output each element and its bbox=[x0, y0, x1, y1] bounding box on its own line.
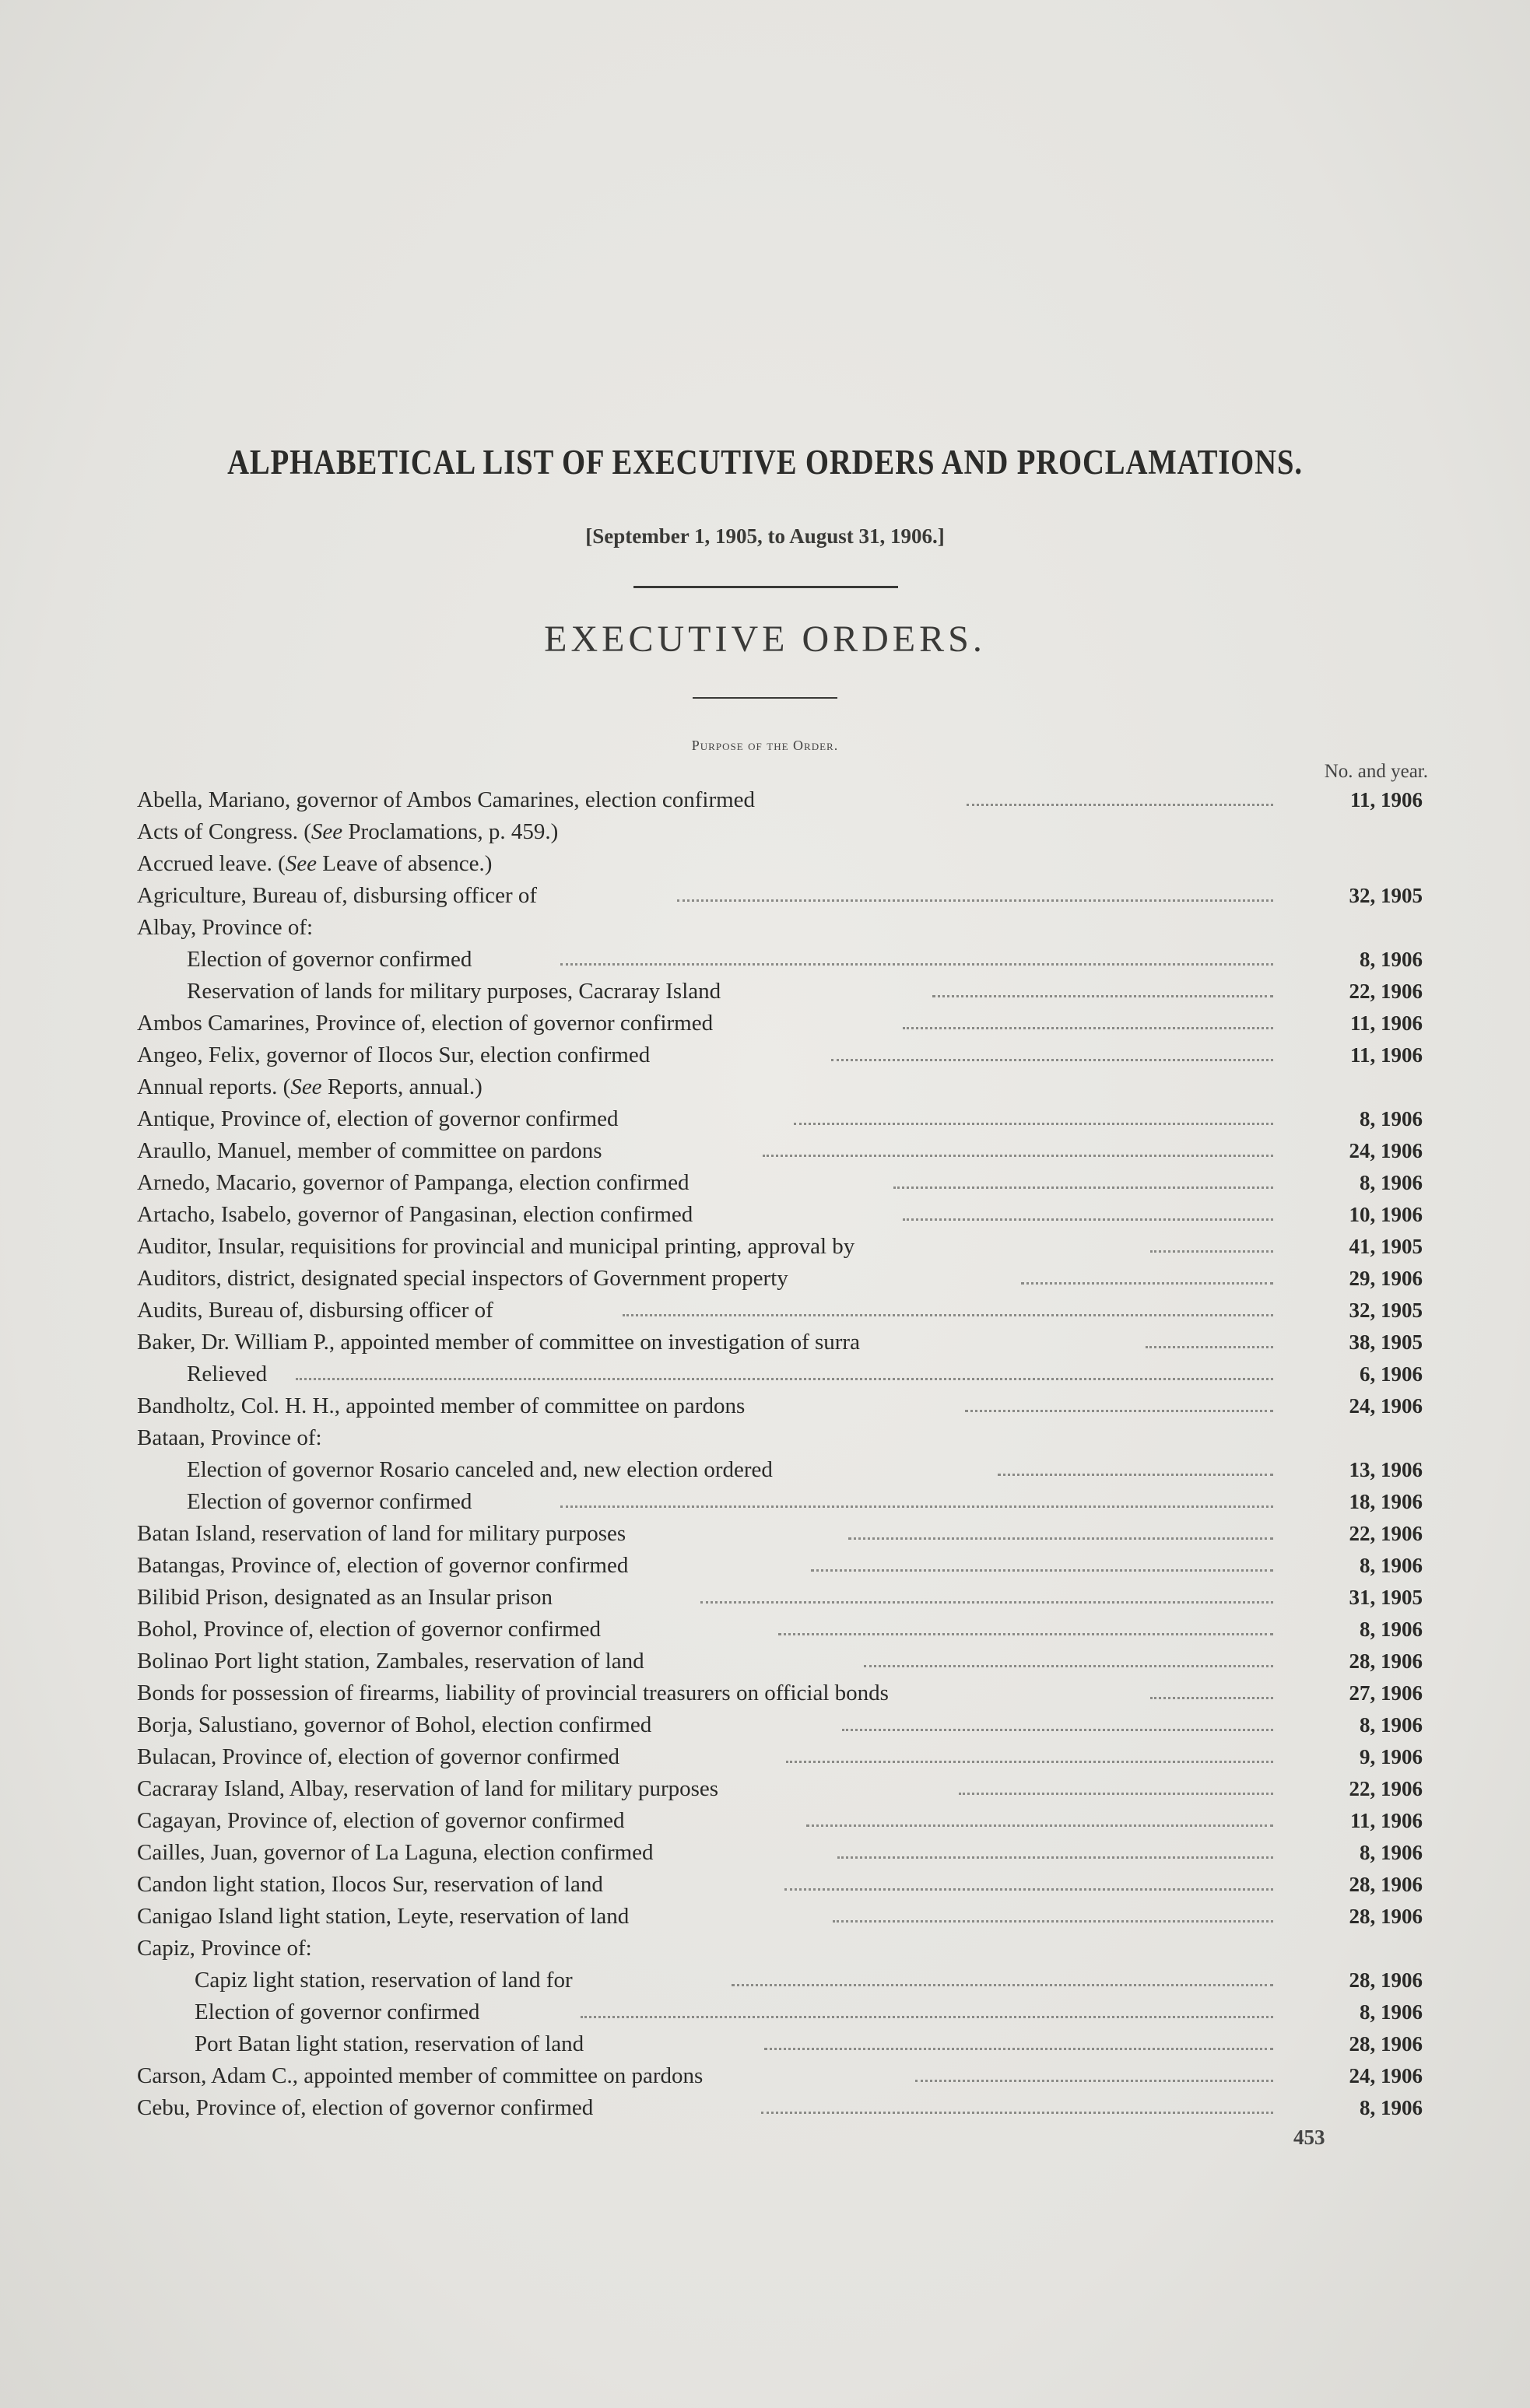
list-item bbox=[0, 1390, 1530, 1421]
entry-text: Port Batan light station, reservation of land bbox=[195, 2031, 584, 2056]
entry-text: Election of governor confirmed bbox=[187, 947, 472, 972]
entry-number: 8, 1906 bbox=[1360, 1171, 1423, 1194]
list-item bbox=[0, 1263, 1530, 1294]
leader-dots bbox=[560, 963, 1273, 966]
entry-text: Albay, Province of: bbox=[137, 915, 314, 940]
entry-number: 28, 1906 bbox=[1349, 1905, 1423, 1928]
entry-number: 32, 1905 bbox=[1349, 1299, 1423, 1322]
entry-number: 8, 1906 bbox=[1360, 2000, 1423, 2024]
entry-text: Canigao Island light station, Leyte, reservation of land bbox=[137, 1904, 630, 1929]
entry-text: Antique, Province of, election of governor confirmed bbox=[137, 1106, 619, 1131]
list-item bbox=[0, 944, 1530, 975]
entry-text: Annual reports. (See Reports, annual.) bbox=[137, 1074, 483, 1099]
entry-number: 31, 1905 bbox=[1349, 1586, 1423, 1609]
entry-text: Artacho, Isabelo, governor of Pangasinan, election confirmed bbox=[137, 1202, 693, 1227]
divider-rule bbox=[633, 586, 898, 588]
entry-number: 38, 1905 bbox=[1349, 1330, 1423, 1354]
leader-dots bbox=[1146, 1346, 1273, 1348]
entry-number: 24, 1906 bbox=[1349, 2064, 1423, 2087]
list-item bbox=[0, 1709, 1530, 1740]
leader-dots bbox=[1150, 1250, 1273, 1253]
entry-text: Ambos Camarines, Province of, election of governor confirmed bbox=[137, 1011, 714, 1036]
entry-number: 28, 1906 bbox=[1349, 1649, 1423, 1673]
list-item bbox=[0, 1199, 1530, 1230]
entry-number: 22, 1906 bbox=[1349, 1522, 1423, 1545]
list-item bbox=[0, 816, 1530, 847]
leader-dots bbox=[864, 1665, 1273, 1667]
page-title: ALPHABETICAL LIST OF EXECUTIVE ORDERS AND PROCLAMATIONS. bbox=[227, 443, 1303, 482]
leader-dots bbox=[778, 1633, 1273, 1635]
entry-text: Capiz, Province of: bbox=[137, 1936, 312, 1961]
entry-text: Abella, Mariano, governor of Ambos Camarines, election confirmed bbox=[137, 787, 756, 812]
entry-text: Acts of Congress. (See Proclamations, p. 459.) bbox=[137, 819, 559, 844]
list-item bbox=[0, 880, 1530, 911]
list-item bbox=[0, 848, 1530, 879]
list-item bbox=[0, 1582, 1530, 1613]
entry-number: 29, 1906 bbox=[1349, 1267, 1423, 1290]
entry-number: 11, 1906 bbox=[1349, 1011, 1423, 1035]
entry-number: 13, 1906 bbox=[1349, 1458, 1423, 1481]
entry-number: 10, 1906 bbox=[1349, 1203, 1423, 1226]
entry-number: 8, 1906 bbox=[1360, 1841, 1423, 1864]
list-item bbox=[0, 2092, 1530, 2123]
leader-dots bbox=[903, 1218, 1273, 1221]
leader-dots bbox=[915, 2080, 1273, 2082]
entry-text: Batan Island, reservation of land for military purposes bbox=[137, 1521, 626, 1546]
number-year-column-header: No. and year. bbox=[1324, 761, 1428, 782]
page-number: 453 bbox=[1293, 2126, 1325, 2149]
list-item bbox=[0, 1646, 1530, 1677]
entry-text: Bolinao Port light station, Zambales, reservation of land bbox=[137, 1649, 644, 1674]
leader-dots bbox=[811, 1569, 1273, 1572]
leader-dots bbox=[848, 1537, 1273, 1540]
entry-text: Borja, Salustiano, governor of Bohol, election confirmed bbox=[137, 1712, 652, 1737]
leader-dots bbox=[1021, 1282, 1273, 1285]
entry-text: Cacraray Island, Albay, reservation of land for military purposes bbox=[137, 1776, 719, 1801]
entry-number: 8, 1906 bbox=[1360, 1554, 1423, 1577]
entry-number: 8, 1906 bbox=[1360, 1107, 1423, 1130]
entry-text: Bohol, Province of, election of governor confirmed bbox=[137, 1617, 601, 1642]
leader-dots bbox=[1150, 1697, 1273, 1699]
entry-text: Election of governor confirmed bbox=[195, 2000, 480, 2024]
list-item bbox=[0, 1677, 1530, 1709]
entry-text: Audits, Bureau of, disbursing officer of bbox=[137, 1298, 493, 1323]
entry-text: Auditors, district, designated special inspectors of Government property bbox=[137, 1266, 788, 1291]
entry-text: Election of governor Rosario canceled and, new election ordered bbox=[187, 1457, 773, 1482]
list-item bbox=[0, 1167, 1530, 1198]
list-item bbox=[0, 1901, 1530, 1932]
leader-dots bbox=[903, 1027, 1273, 1029]
leader-dots bbox=[677, 899, 1273, 902]
entry-number: 6, 1906 bbox=[1360, 1362, 1423, 1386]
see-reference-word: See bbox=[290, 1074, 322, 1099]
list-item bbox=[0, 1135, 1530, 1166]
entry-number: 8, 1906 bbox=[1360, 2096, 1423, 2119]
entry-text: Araullo, Manuel, member of committee on pardons bbox=[137, 1138, 602, 1163]
list-item bbox=[0, 1071, 1530, 1102]
entry-text: Baker, Dr. William P., appointed member of committee on investigation of surra bbox=[137, 1330, 860, 1355]
entry-text: Bataan, Province of: bbox=[137, 1425, 322, 1450]
entry-text: Auditor, Insular, requisitions for provincial and municipal printing, approval by bbox=[137, 1234, 855, 1259]
leader-dots bbox=[806, 1824, 1273, 1827]
entry-number: 32, 1905 bbox=[1349, 884, 1423, 907]
leader-dots bbox=[761, 2112, 1273, 2114]
entry-text: Carson, Adam C., appointed member of committee on pardons bbox=[137, 2063, 704, 2088]
list-item bbox=[0, 1869, 1530, 1900]
entry-text: Bandholtz, Col. H. H., appointed member of committee on pardons bbox=[137, 1393, 746, 1418]
leader-dots bbox=[833, 1920, 1273, 1923]
entry-text: Cebu, Province of, election of governor confirmed bbox=[137, 2095, 594, 2120]
entry-text: Cailles, Juan, governor of La Laguna, election confirmed bbox=[137, 1840, 654, 1865]
leader-dots bbox=[932, 995, 1273, 997]
entry-number: 24, 1906 bbox=[1349, 1394, 1423, 1418]
entry-number: 8, 1906 bbox=[1360, 1618, 1423, 1641]
entry-number: 22, 1906 bbox=[1349, 980, 1423, 1003]
see-reference-word: See bbox=[285, 851, 318, 876]
entry-text: Agriculture, Bureau of, disbursing officer of bbox=[137, 883, 538, 908]
entry-number: 27, 1906 bbox=[1349, 1681, 1423, 1705]
entry-text: Accrued leave. (See Leave of absence.) bbox=[137, 851, 493, 876]
leader-dots bbox=[967, 804, 1273, 806]
entry-number: 28, 1906 bbox=[1349, 1968, 1423, 1992]
entry-text: Arnedo, Macario, governor of Pampanga, election confirmed bbox=[137, 1170, 690, 1195]
list-item bbox=[0, 1933, 1530, 1964]
leader-dots bbox=[764, 2048, 1273, 2050]
entry-number: 11, 1906 bbox=[1349, 788, 1423, 811]
entry-text: Election of governor confirmed bbox=[187, 1489, 472, 1514]
list-item bbox=[0, 2060, 1530, 2091]
leader-dots bbox=[581, 2016, 1273, 2018]
leader-dots bbox=[732, 1984, 1273, 1986]
list-item bbox=[0, 912, 1530, 943]
list-item bbox=[0, 2028, 1530, 2059]
list-item bbox=[0, 1550, 1530, 1581]
list-item bbox=[0, 1422, 1530, 1453]
entry-text: Relieved bbox=[187, 1362, 268, 1386]
entry-number: 18, 1906 bbox=[1349, 1490, 1423, 1513]
purpose-column-header: Purpose of the Order. bbox=[691, 738, 839, 753]
entry-text: Bonds for possession of firearms, liability of provincial treasurers on official bonds bbox=[137, 1681, 889, 1705]
entry-number: 28, 1906 bbox=[1349, 1873, 1423, 1896]
entry-number: 8, 1906 bbox=[1360, 1713, 1423, 1737]
list-item bbox=[0, 976, 1530, 1007]
leader-dots bbox=[763, 1155, 1273, 1157]
list-item bbox=[0, 1358, 1530, 1390]
leader-dots bbox=[831, 1059, 1273, 1061]
list-item bbox=[0, 1103, 1530, 1134]
list-item bbox=[0, 1295, 1530, 1326]
entry-number: 41, 1905 bbox=[1349, 1235, 1423, 1258]
list-item bbox=[0, 1805, 1530, 1836]
leader-dots bbox=[842, 1729, 1273, 1731]
list-item bbox=[0, 1454, 1530, 1485]
list-item bbox=[0, 1965, 1530, 1996]
list-item bbox=[0, 1327, 1530, 1358]
list-item bbox=[0, 1518, 1530, 1549]
entry-number: 24, 1906 bbox=[1349, 1139, 1423, 1162]
leader-dots bbox=[560, 1505, 1273, 1508]
entry-text: Angeo, Felix, governor of Ilocos Sur, election confirmed bbox=[137, 1043, 651, 1067]
entry-number: 28, 1906 bbox=[1349, 2032, 1423, 2056]
list-item bbox=[0, 1773, 1530, 1804]
date-range-subtitle: [September 1, 1905, to August 31, 1906.] bbox=[585, 524, 945, 548]
leader-dots bbox=[794, 1123, 1273, 1125]
leader-dots bbox=[700, 1601, 1273, 1604]
list-item bbox=[0, 1008, 1530, 1039]
see-reference-word: See bbox=[311, 819, 343, 844]
leader-dots bbox=[893, 1186, 1273, 1189]
list-item bbox=[0, 1741, 1530, 1772]
leader-dots bbox=[784, 1888, 1273, 1891]
list-item bbox=[0, 784, 1530, 815]
list-item bbox=[0, 1996, 1530, 2028]
entry-number: 11, 1906 bbox=[1349, 1043, 1423, 1067]
leader-dots bbox=[786, 1761, 1273, 1763]
entry-number: 11, 1906 bbox=[1349, 1809, 1423, 1832]
entry-text: Batangas, Province of, election of governor confirmed bbox=[137, 1553, 629, 1578]
entry-text: Bulacan, Province of, election of governor confirmed bbox=[137, 1744, 620, 1769]
leader-dots bbox=[959, 1793, 1273, 1795]
entry-text: Bilibid Prison, designated as an Insular prison bbox=[137, 1585, 553, 1610]
leader-dots bbox=[998, 1474, 1273, 1476]
entry-number: 22, 1906 bbox=[1349, 1777, 1423, 1800]
list-item bbox=[0, 1039, 1530, 1071]
leader-dots bbox=[965, 1410, 1273, 1412]
leader-dots bbox=[296, 1378, 1273, 1380]
section-heading: EXECUTIVE ORDERS. bbox=[544, 619, 986, 660]
entry-text: Candon light station, Ilocos Sur, reservation of land bbox=[137, 1872, 603, 1897]
leader-dots bbox=[623, 1314, 1273, 1316]
list-item bbox=[0, 1486, 1530, 1517]
entry-text: Reservation of lands for military purposes, Cacraray Island bbox=[187, 979, 721, 1004]
entry-number: 8, 1906 bbox=[1360, 948, 1423, 971]
list-item bbox=[0, 1614, 1530, 1645]
leader-dots bbox=[837, 1856, 1273, 1859]
entry-text: Capiz light station, reservation of land for bbox=[195, 1968, 573, 1993]
list-item bbox=[0, 1231, 1530, 1262]
divider-rule bbox=[693, 697, 837, 699]
list-item bbox=[0, 1837, 1530, 1868]
entry-text: Cagayan, Province of, election of governor confirmed bbox=[137, 1808, 625, 1833]
entry-number: 9, 1906 bbox=[1360, 1745, 1423, 1768]
